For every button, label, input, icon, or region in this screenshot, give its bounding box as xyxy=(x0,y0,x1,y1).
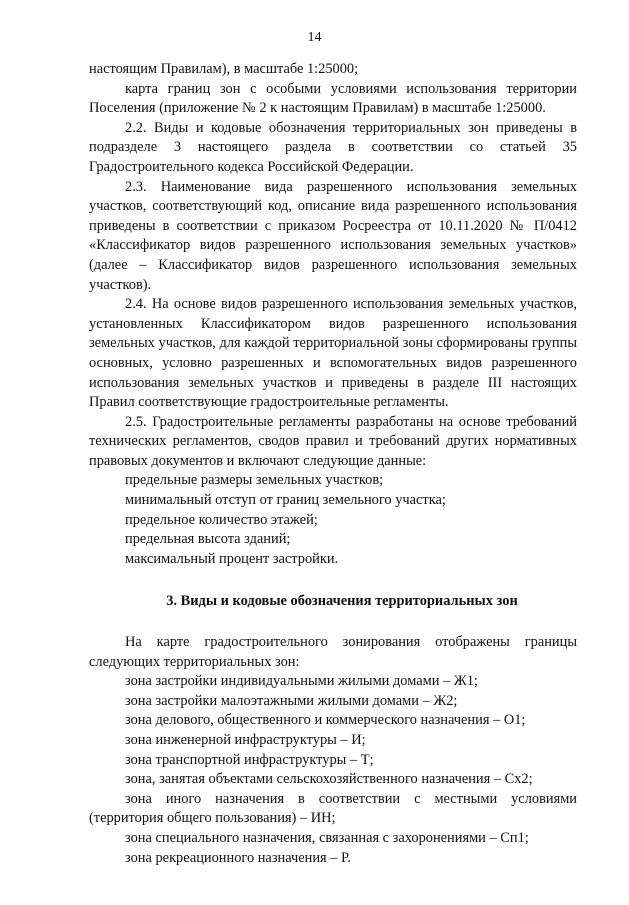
zones-intro: На карте градостроительного зонирования отображены границы следующих территориальных зон: xyxy=(89,634,577,670)
list-item: зона транспортной инфраструктуры – Т; xyxy=(125,751,374,768)
params-list xyxy=(89,471,577,569)
list-item: зона иного назначения в соответствии с местными условиями (территория общего пользования) – ИН; xyxy=(89,790,577,827)
list-item: минимальный отступ от границ земельного участка; xyxy=(125,492,446,509)
list-item: предельное количество этажей; xyxy=(125,511,318,528)
list-item: предельная высота зданий; xyxy=(125,531,291,548)
paragraph-map-zones: карта границ зон с особыми условиями использования территории Поселения (приложение № 2 к настоящим Правилам) в масштабе 1:25000. xyxy=(89,80,577,117)
list-item: зона застройки индивидуальными жилыми домами – Ж1; xyxy=(125,673,478,690)
paragraph-2-4: 2.4. На основе видов разрешенного использования земельных участков, установленных Классификатором видов разрешенного использования земельных участков, для каждой территориальной зоны сформированы группы основных, условно разрешенных и вспомогательных видов разрешенного использования земельных участков и приведены в разделе III настоящих Правил соответствующие градостроительные регламенты. xyxy=(89,296,577,411)
list-item: предельные размеры земельных участков; xyxy=(125,472,384,489)
paragraph-2-3: 2.3. Наименование вида разрешенного использования земельных участков, соответствующий код, описание вида разрешенного использования приведены в соответствии с приказом Росреестра от 10.11.2020 № П/0412 «Классификатор видов разрешенного использования земельных участков» (далее – Классификатор видов разрешенного использования земельных участков). xyxy=(89,178,577,293)
list-item: зона специального назначения, связанная с захоронениями – Сп1; xyxy=(125,829,529,846)
paragraph-2-5: 2.5. Градостроительные регламенты разработаны на основе требований технических регламентов, сводов правил и требований других нормативных правовых документов и включают следующие данные: xyxy=(89,413,577,469)
list-item: максимальный процент застройки. xyxy=(125,550,339,567)
list-item: зона делового, общественного и коммерческого назначения – О1; xyxy=(125,712,526,729)
zones-list xyxy=(89,672,577,868)
section-heading: 3. Виды и кодовые обозначения территориальных зон xyxy=(166,593,518,610)
list-item: зона застройки малоэтажными жилыми домами – Ж2; xyxy=(125,692,458,709)
page-number: 14 xyxy=(307,30,322,45)
list-item: зона рекреационного назначения – Р. xyxy=(125,849,351,866)
paragraph-2-2: 2.2. Виды и кодовые обозначения территориальных зон приведены в подразделе 3 настоящего раздела в соответствии со статьей 35 Градостроительного кодекса Российской Федерации. xyxy=(89,119,577,175)
list-item: зона, занятая объектами сельскохозяйственного назначения – Сх2; xyxy=(125,771,533,788)
list-item: зона инженерной инфраструктуры – И; xyxy=(125,732,366,748)
document-body xyxy=(89,60,577,868)
paragraph-continued: настоящим Правилам), в масштабе 1:25000; xyxy=(89,61,359,77)
